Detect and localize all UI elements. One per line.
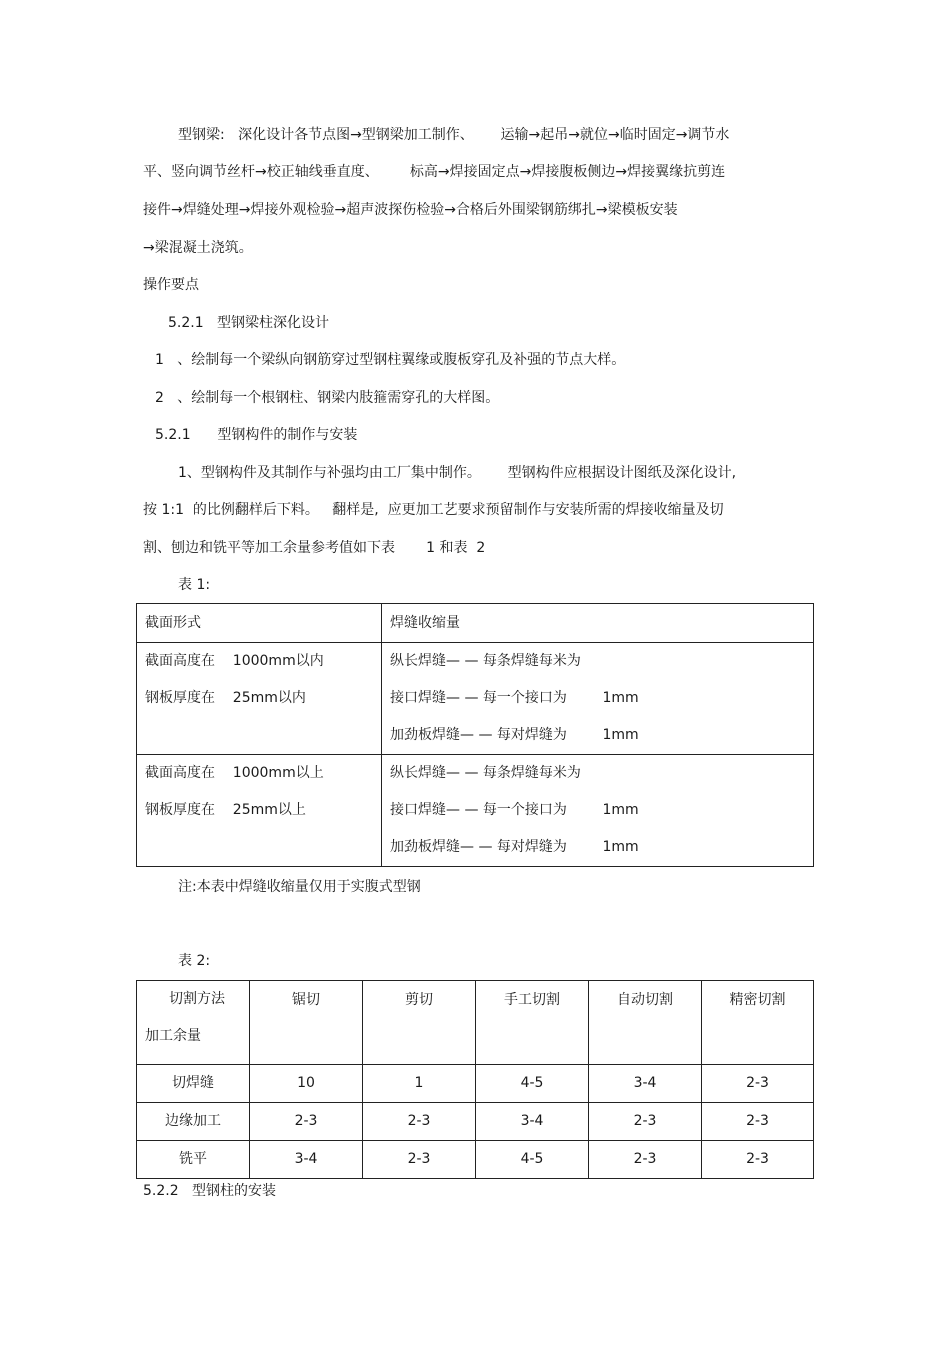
table-cell: 2-3 [702,1065,814,1103]
cell-text: 纵长焊缝— — 每条焊缝每米为 [390,765,581,781]
corner-bottom-label: 加工余量 [145,1028,201,1044]
list-item: 1 、绘制每一个梁纵向钢筋穿过型钢柱翼缘或腹板穿孔及补强的节点大样。 [155,352,626,368]
table-header-cell: 精密切割 [702,981,814,1065]
table-row [137,755,814,867]
table-row [137,1103,814,1141]
cell-text: 截面高度在 1000mm以内 [145,653,324,669]
corner-top-label: 切割方法 [169,991,225,1007]
table-cell: 3-4 [476,1103,589,1141]
cell-text: 接口焊缝— — 每一个接口为 1mm [390,802,639,818]
machining-allowance-table [136,980,814,1179]
table-cell [382,643,814,755]
table-cell [382,755,814,867]
table-header-cell: 焊缝收缩量 [382,604,814,643]
table-caption: 表 1: [178,577,211,593]
paragraph-line: 按 1:1 的比例翻样后下料。 翻样是, 应更加工艺要求预留制作与安装所需的焊接收缩量及切 [143,502,724,518]
table-cell: 2-3 [702,1141,814,1179]
section-heading: 5.2.1 型钢梁柱深化设计 [168,315,329,331]
table-cell: 2-3 [363,1141,476,1179]
table-header-cell: 剪切 [363,981,476,1065]
section-heading: 5.2.2 型钢柱的安装 [143,1183,276,1199]
table-cell: 2-3 [250,1103,363,1141]
paragraph-line: 接件→焊缝处理→焊接外观检验→超声波探伤检验→合格后外围梁钢筋绑扎→梁模板安装 [143,202,678,218]
table-cell: 1 [363,1065,476,1103]
table-header-cell: 锯切 [250,981,363,1065]
paragraph-line: 割、刨边和铣平等加工余量参考值如下表 1 和表 2 [143,540,486,556]
paragraph-line: →梁混凝土浇筑。 [143,240,253,256]
cell-text: 截面高度在 1000mm以上 [145,765,324,781]
table-header-cell: 自动切割 [589,981,702,1065]
table-cell [137,643,382,755]
cell-text: 钢板厚度在 25mm以内 [145,690,306,706]
table-header-cell: 截面形式 [137,604,382,643]
table-row [137,1065,814,1103]
paragraph-line: 型钢梁: 深化设计各节点图→型钢梁加工制作、 运输→起吊→就位→临时固定→调节水 [178,127,730,143]
paragraph-line: 1、型钢构件及其制作与补强均由工厂集中制作。 型钢构件应根据设计图纸及深化设计, [178,465,737,481]
table-cell: 3-4 [250,1141,363,1179]
row-label: 边缘加工 [137,1103,250,1141]
table-cell: 2-3 [589,1141,702,1179]
list-item: 2 、绘制每一个根钢柱、钢梁内肢箍需穿孔的大样图。 [155,390,500,406]
table-cell: 3-4 [589,1065,702,1103]
paragraph-line: 平、竖向调节丝杆→校正轴线垂直度、 标高→焊接固定点→焊接腹板侧边→焊接翼缘抗剪连 [143,164,726,180]
row-label: 铣平 [137,1141,250,1179]
section-heading: 5.2.1 型钢构件的制作与安装 [155,427,358,443]
cell-text: 钢板厚度在 25mm以上 [145,802,306,818]
section-heading: 操作要点 [143,277,199,293]
table-cell: 10 [250,1065,363,1103]
row-label: 切焊缝 [137,1065,250,1103]
table-header-row [137,981,814,1065]
table-caption: 表 2: [178,953,211,969]
cell-text: 加劲板焊缝— — 每对焊缝为 1mm [390,839,639,855]
table-cell: 4-5 [476,1141,589,1179]
table-row [137,1141,814,1179]
table-cell: 2-3 [589,1103,702,1141]
table-header-cell: 手工切割 [476,981,589,1065]
table-cell: 2-3 [363,1103,476,1141]
table-cell: 2-3 [702,1103,814,1141]
cell-text: 纵长焊缝— — 每条焊缝每米为 [390,653,581,669]
table-note: 注:本表中焊缝收缩量仅用于实腹式型钢 [178,879,421,895]
table-row [137,643,814,755]
table-cell [137,755,382,867]
table-corner-cell [137,981,250,1065]
weld-shrinkage-table [136,603,814,867]
cell-text: 加劲板焊缝— — 每对焊缝为 1mm [390,727,639,743]
table-cell: 4-5 [476,1065,589,1103]
cell-text: 接口焊缝— — 每一个接口为 1mm [390,690,639,706]
table-header-row [137,604,814,643]
